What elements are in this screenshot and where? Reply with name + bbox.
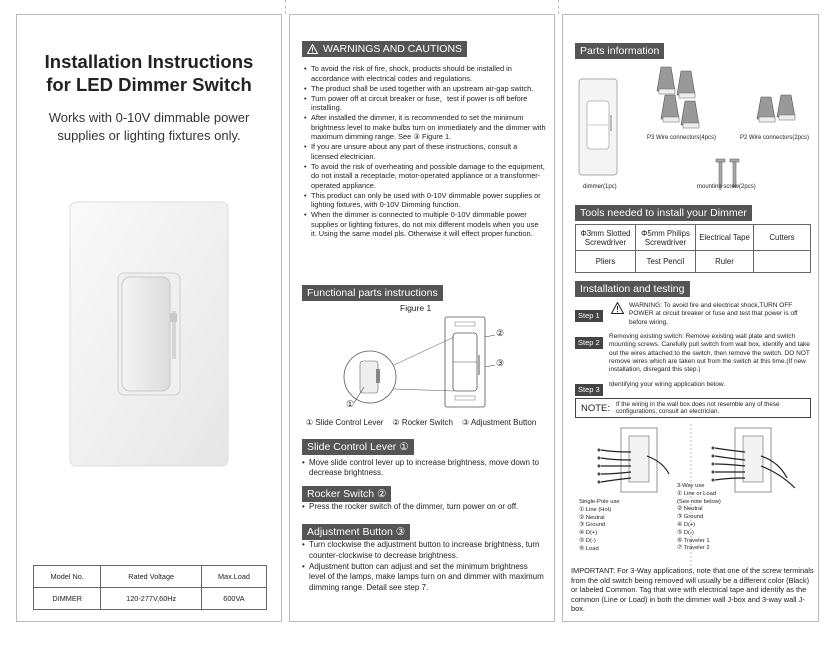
label-screws: mounting screw(2pcs) xyxy=(697,184,756,190)
legend-adjustment-button: ③ Adjustment Button xyxy=(461,418,537,427)
single-pole-item: ③ Ground xyxy=(579,522,606,529)
warning-triangle-icon xyxy=(307,44,318,54)
warnings-panel xyxy=(289,14,555,622)
label-p2-connectors: P2 Wire connectors(2pcs) xyxy=(740,135,810,141)
warning-item: • If you are unsure about any part of these instructions, consult a licensed electrician. xyxy=(304,142,546,161)
spec-load: 600VA xyxy=(201,588,266,610)
adjustment-item: • Turn clockwise the adjustment button to increase brightness, turn counter-clockwise to decrease brightness. xyxy=(302,540,546,561)
step-3-text: Identifying your wiring application below. xyxy=(609,381,725,388)
single-pole-item: ⑤ D(-) xyxy=(579,537,596,544)
slide-lever-text: • Move slide control lever up to increase brightness, move down to decrease brightness. xyxy=(302,458,546,478)
installation-panel xyxy=(562,14,819,622)
note-box xyxy=(575,398,811,418)
three-way-legend xyxy=(677,483,721,553)
three-way-item: ② Neutral xyxy=(677,506,703,513)
warnings-header: WARNINGS AND CAUTIONS xyxy=(302,41,467,57)
three-way-item: ⑥ Traveler 1 xyxy=(677,537,710,544)
single-pole-item: ④ D(+) xyxy=(579,530,598,537)
parts-legend xyxy=(306,418,536,427)
tool-cell xyxy=(754,251,811,273)
adjustment-item: • Adjustment button can adjust and set the minimum brightness level of the lamps, make lamps turn on and dimmer with maximum dimming range. Detail see step 7. xyxy=(302,562,546,594)
warning-triangle-icon xyxy=(611,302,624,314)
callout-2: ② xyxy=(496,328,505,338)
single-pole-item: ② Neutral xyxy=(579,514,605,521)
dimmer-product-image xyxy=(69,201,229,467)
tools-header: Tools needed to install your Dimmer xyxy=(575,205,752,221)
spec-table xyxy=(33,565,267,610)
spec-header-load: Max.Load xyxy=(201,566,266,588)
single-pole-item: ⑥ Load xyxy=(579,545,599,552)
warnings-list xyxy=(304,64,546,239)
warning-item: • This product can only be used with 0-10V dimmable power supplies or lighting fixtures, with 0-10V Dimming function. xyxy=(304,191,546,210)
warning-item: • Turn power off at circuit breaker or fuse，test if power is off before installing. xyxy=(304,94,546,113)
tool-cell: Test Pencil xyxy=(636,251,696,273)
title-line-2: for LED Dimmer Switch xyxy=(46,74,252,95)
three-way-item: ③ Ground xyxy=(677,514,704,521)
parts-info-header: Parts information xyxy=(575,43,664,59)
warning-item: • To avoid the risk of overheating and possible damage to the equipment, do not install a receptacle, motor-operated appliance or a transformer-operated appliance. xyxy=(304,162,546,191)
step-1-text: WARNING: To avoid fire and electrical shock,TURN OFF POWER at circuit breaker or fuse and test that power is off before wiring. xyxy=(629,302,798,326)
important-note: IMPORTANT: For 3-Way applications, note that one of the screw terminals from the old switch being removed will usually be a different color (Black) or labeled Common. Tag that wire with electrical tape and identify as the common (Line or Load) in both the dimmer wall J-box and 3-way wall J-box. xyxy=(571,566,814,614)
single-pole-title: Single-Pole use xyxy=(579,499,620,505)
step-2-text: Removing existing switch: Remove existing wall plate and switch mounting screws. Carefully pull switch from wall box, identify and take out the wires attached to the switch, then remove the switch. DO NOT remove wires which are taken out from the switch at this time.(If new installation, disregard this step.) xyxy=(609,333,810,374)
fold-mark xyxy=(558,0,559,14)
tool-cell: Φ3mm Slotted Screwdriver xyxy=(576,225,636,251)
three-way-item: ① Line or Load xyxy=(677,490,717,497)
figure-1-diagram xyxy=(330,315,510,415)
three-way-item: ④ D(+) xyxy=(677,521,696,528)
tool-cell: Pliers xyxy=(576,251,636,273)
single-pole-item: ① Line (Hot) xyxy=(579,506,612,513)
spec-header-voltage: Rated Voltage xyxy=(101,566,201,588)
step-2-badge: Step 2 xyxy=(575,337,603,349)
installation-header: Installation and testing xyxy=(575,281,690,297)
cover-panel xyxy=(16,14,282,622)
subtitle-line-2: supplies or lighting fixtures only. xyxy=(57,128,241,143)
note-text: If the wiring in the wall box does not resemble any of these configurations, consult an electrician. xyxy=(616,400,780,415)
tool-cell: Ruler xyxy=(696,251,754,273)
warning-item: • After installed the dimmer, it is recommended to set the minimum brightness level to make bulbs turn on immediately and the dimmer with maximum dimming range. See ③ Figure 1. xyxy=(304,113,546,142)
callout-3: ③ xyxy=(496,358,505,368)
callout-1: ① xyxy=(346,399,355,409)
step-1-badge: Step 1 xyxy=(575,310,603,322)
legend-rocker-switch: ② Rocker Switch xyxy=(392,418,453,427)
warning-item: • When the dimmer is connected to multiple 0-10V dimmable power supplies or lighting fixtures, do not mix different models when you use it. Using the same model pls. Otherwise it will effect proper function. xyxy=(304,210,546,239)
three-way-item: (See note below) xyxy=(677,498,721,505)
tool-cell: Electrical Tape xyxy=(696,225,754,251)
three-way-title: 3-Way use xyxy=(677,483,705,489)
adjustment-button-header: Adjustment Button ③ xyxy=(302,524,410,540)
tool-cell: Φ5mm Philips Screwdriver xyxy=(636,225,696,251)
figure-label: Figure 1 xyxy=(400,303,432,313)
spec-voltage: 120-277V,60Hz xyxy=(101,588,201,610)
title-line-1: Installation Instructions xyxy=(44,51,254,72)
spec-model: DIMMER xyxy=(34,588,101,610)
warning-item: • The product shall be used together with an upstream air-gap switch. xyxy=(304,84,546,94)
label-p3-connectors: P3 Wire connectors(4pcs) xyxy=(647,135,717,141)
single-pole-legend xyxy=(579,499,620,554)
warning-item: • To avoid the risk of fire, shock, products should be installed in accordance with electrical codes and regulations. xyxy=(304,64,546,83)
note-label: NOTE: xyxy=(581,402,611,414)
step-3-badge: Step 3 xyxy=(575,384,603,396)
three-way-item: ⑦ Traveler 2 xyxy=(677,545,710,552)
slide-lever-header: Slide Control Lever ① xyxy=(302,439,414,455)
subtitle-line-1: Works with 0-10V dimmable power xyxy=(48,110,250,125)
parts-illustration xyxy=(573,57,813,197)
tool-cell: Cutters xyxy=(754,225,811,251)
tools-table xyxy=(575,224,811,273)
three-way-item: ⑤ D(-) xyxy=(677,529,694,536)
fold-mark xyxy=(285,0,286,14)
legend-slide-lever: ① Slide Control Lever xyxy=(306,418,384,427)
label-dimmer: dimmer(1pc) xyxy=(583,184,617,190)
rocker-switch-text: • Press the rocker switch of the dimmer, turn power on or off. xyxy=(302,502,546,512)
rocker-switch-header: Rocker Switch ② xyxy=(302,486,391,502)
spec-header-model: Model No. xyxy=(34,566,101,588)
functional-parts-header: Functional parts instructions xyxy=(302,285,443,301)
